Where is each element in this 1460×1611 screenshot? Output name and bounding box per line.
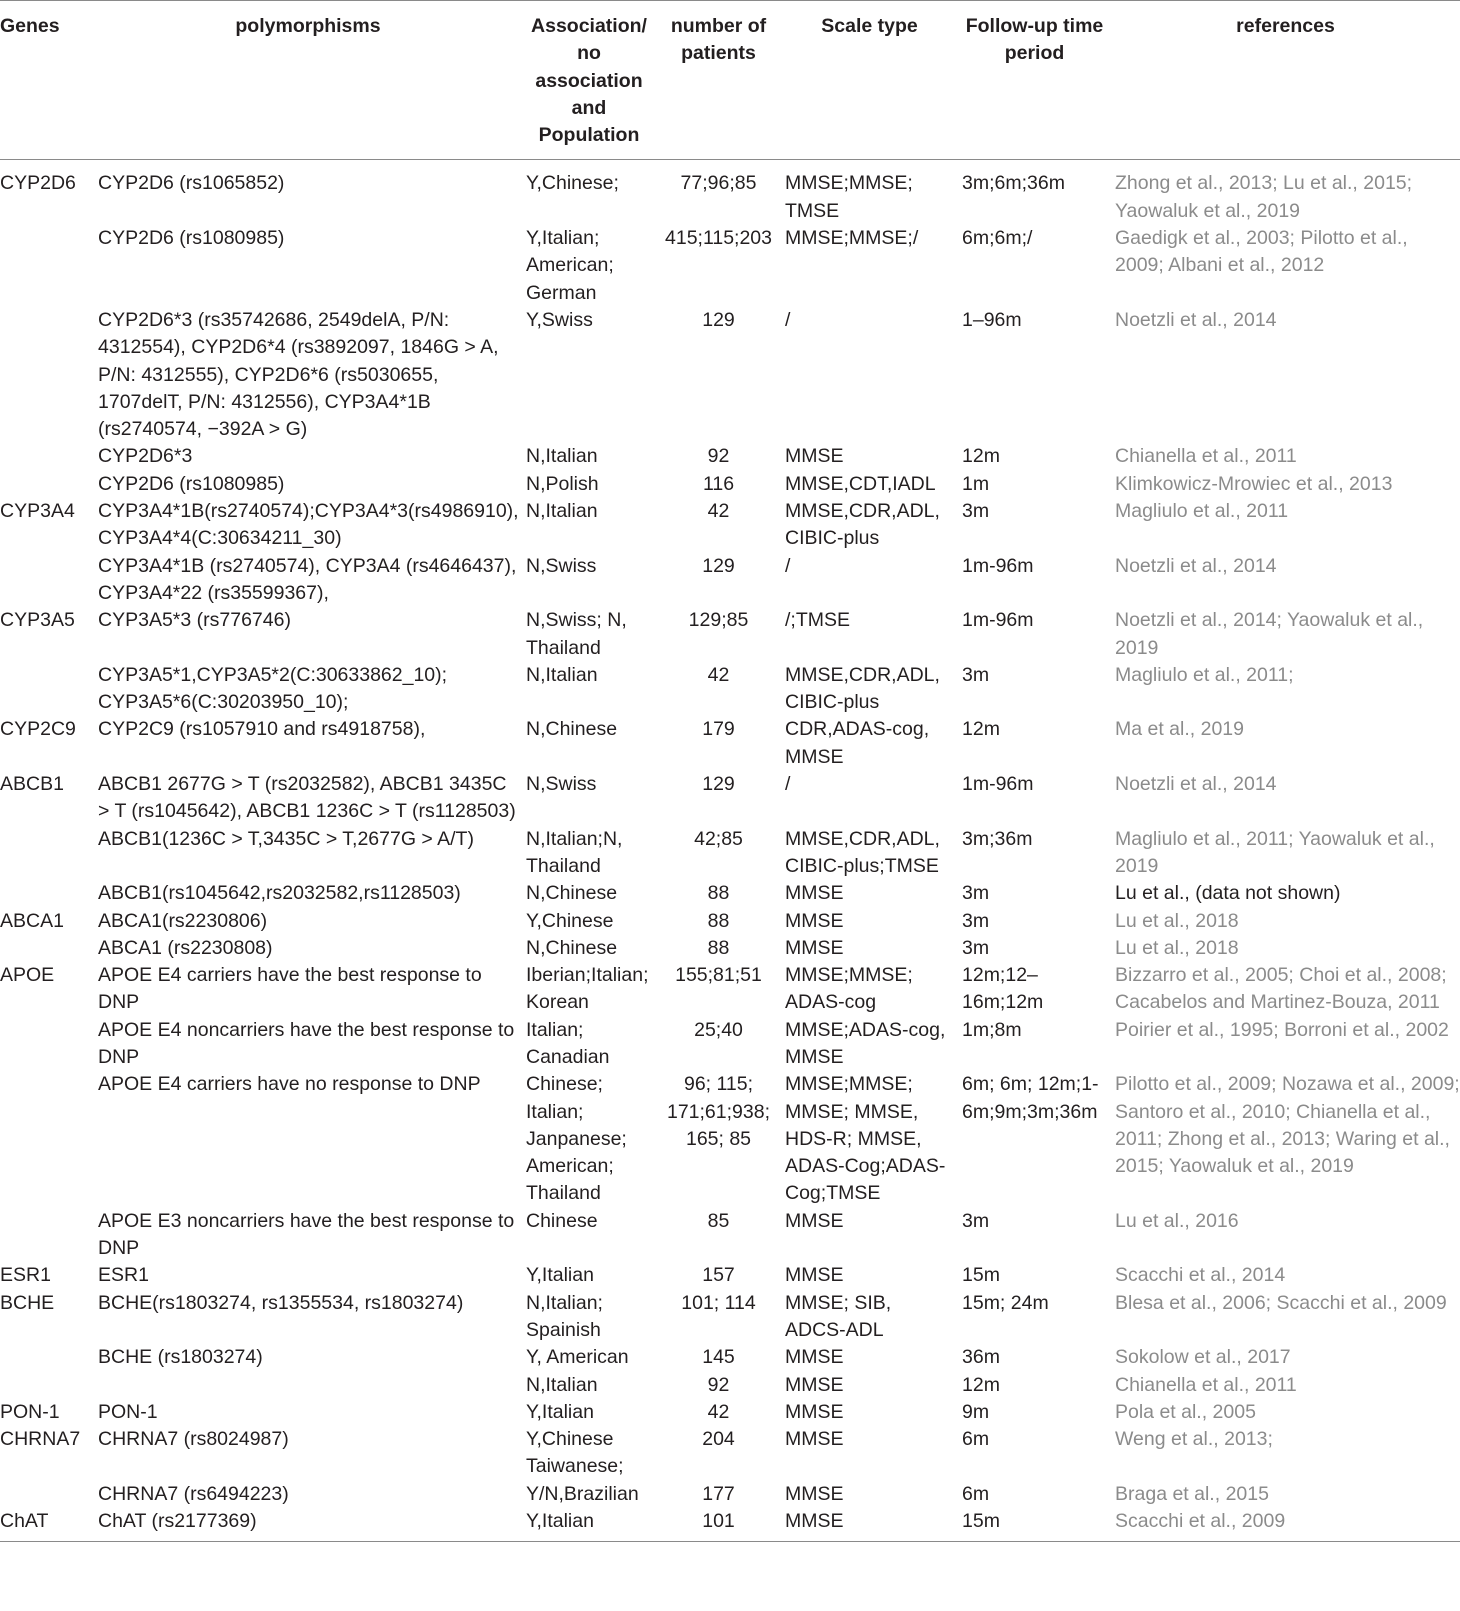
table-row: [0, 1508, 1460, 1542]
cell-follow-up: 12m: [962, 718, 1000, 741]
table-row: [0, 908, 1460, 935]
cell-polymorphism: CYP3A5*1,CYP3A5*2(C:30633862_10); CYP3A5*6(C:30203950_10);: [98, 663, 448, 714]
cell-follow-up: 1m;8m: [962, 1018, 1022, 1041]
cell-follow-up: 12m: [962, 445, 1000, 468]
cell-gene: ESR1: [0, 1264, 51, 1287]
cell-scale-type: /: [785, 554, 791, 577]
cell-polymorphism: CHRNA7 (rs8024987): [98, 1428, 289, 1451]
cell-scale-type: MMSE; SIB, ADCS-ADL: [785, 1291, 892, 1341]
cell-reference: Scacchi et al., 2014: [1115, 1264, 1286, 1287]
cell-association: Y, American: [526, 1346, 629, 1369]
cell-scale-type: MMSE;MMSE; ADAS-cog: [785, 964, 913, 1014]
cell-patients: 42;85: [694, 827, 743, 850]
cell-reference: Pola et al., 2005: [1115, 1400, 1256, 1423]
cell-follow-up: 1–96m: [962, 308, 1022, 331]
cell-patients: 85: [707, 1209, 730, 1232]
cell-association: Y,Italian: [526, 1264, 594, 1287]
cell-follow-up: 6m; 6m; 12m;1-6m;9m;3m;36m: [962, 1073, 1099, 1123]
cell-patients: 88: [707, 936, 730, 959]
cell-reference: Pilotto et al., 2009; Nozawa et al., 2009; Santoro et al., 2010; Chianella et al., 2011; Zhong et al., 2013; Waring et al., 2015; Yaowaluk et al., 2019: [1115, 1073, 1460, 1178]
cell-patients: 101: [656, 1508, 781, 1542]
cell-polymorphism: ABCA1(rs2230806): [98, 909, 268, 932]
table-row: [0, 1208, 1460, 1263]
cell-follow-up: 3m;6m;36m: [962, 172, 1065, 195]
cell-follow-up: 3m: [962, 936, 990, 959]
cell-scale-type: MMSE;MMSE;/: [785, 227, 919, 250]
cell-patients: 42: [707, 1400, 730, 1423]
cell-association: Y,Italian; American; German: [526, 227, 614, 304]
table-row: [0, 1290, 1460, 1345]
cell-gene: [0, 1344, 94, 1371]
cell-follow-up: 3m;36m: [962, 827, 1033, 850]
cell-patients: 179: [702, 718, 735, 741]
cell-reference: Poirier et al., 1995; Borroni et al., 2002: [1115, 1018, 1449, 1041]
cell-patients: 145: [702, 1346, 735, 1369]
cell-reference: Lu et al., 2016: [1115, 1209, 1239, 1232]
cell-follow-up: 1m-96m: [962, 773, 1034, 796]
table-row: [0, 1426, 1460, 1481]
cell-reference: Lu et al., (data not shown): [1115, 882, 1341, 905]
cell-gene: [0, 1071, 94, 1207]
cell-gene: [0, 1481, 94, 1508]
cell-association: Y,Chinese Taiwanese;: [526, 1428, 624, 1478]
cell-follow-up: 3m: [962, 909, 990, 932]
cell-scale-type: MMSE: [785, 882, 844, 905]
cell-gene: [0, 1208, 94, 1263]
cell-follow-up: 1m-96m: [962, 554, 1034, 577]
cell-gene: CHRNA7: [0, 1428, 81, 1451]
cell-scale-type: /;TMSE: [785, 609, 851, 632]
cell-follow-up: 3m: [962, 500, 990, 523]
cell-scale-type: MMSE: [785, 1482, 844, 1505]
cell-patients: 96; 115; 171;61;938; 165; 85: [666, 1073, 770, 1150]
cell-association: N,Swiss; N, Thailand: [526, 609, 627, 659]
cell-association: Y,Chinese: [526, 909, 614, 932]
cell-association: N,Chinese: [526, 882, 618, 905]
cell-polymorphism: ESR1: [98, 1264, 149, 1287]
cell-gene: CYP2C9: [0, 718, 76, 741]
cell-follow-up: 6m: [962, 1428, 990, 1451]
table-row: [0, 160, 1460, 225]
table-row: [0, 880, 1460, 907]
cell-reference: Klimkowicz-Mrowiec et al., 2013: [1115, 472, 1393, 495]
table-row: [0, 1399, 1460, 1426]
cell-patients: 88: [707, 909, 730, 932]
cell-polymorphism: APOE E4 noncarriers have the best response to DNP: [98, 1018, 515, 1068]
cell-patients: 415;115;203: [665, 227, 772, 250]
cell-polymorphism: CYP2D6*3 (rs35742686, 2549delA, P/N: 4312554), CYP2D6*4 (rs3892097, 1846G > A, P/N: 4312555), CYP2D6*6 (rs5030655, 1707delT, P/N: 4312556), CYP3A4*1B (rs2740574, −392A > G): [98, 308, 499, 441]
table-row: [0, 962, 1460, 1017]
cell-reference: Zhong et al., 2013; Lu et al., 2015; Yaowaluk et al., 2019: [1115, 172, 1413, 222]
cell-patients: 129: [702, 773, 735, 796]
cell-scale-type: MMSE: [785, 1209, 844, 1232]
cell-association: N,Chinese: [526, 718, 618, 741]
cell-polymorphism: ABCB1(rs1045642,rs2032582,rs1128503): [98, 882, 461, 905]
cell-association: N,Italian;N, Thailand: [526, 827, 623, 877]
cell-polymorphism: ChAT (rs2177369): [94, 1508, 522, 1542]
cell-polymorphism: APOE E3 noncarriers have the best response to DNP: [98, 1209, 515, 1260]
cell-reference: Ma et al., 2019: [1115, 718, 1244, 741]
table-row: [0, 553, 1460, 608]
cell-association: N,Swiss: [526, 773, 597, 796]
cell-association: N,Chinese: [526, 936, 618, 959]
cell-polymorphism: ABCB1 2677G > T (rs2032582), ABCB1 3435C > T (rs1045642), ABCB1 1236C > T (rs1128503): [98, 773, 516, 823]
cell-association: Y/N,Brazilian: [526, 1482, 639, 1505]
cell-association: Chinese; Italian; Janpanese; American; Thailand: [526, 1073, 627, 1205]
cell-follow-up: 15m; 24m: [962, 1291, 1049, 1314]
cell-patients: 42: [707, 663, 730, 686]
cell-scale-type: MMSE: [785, 445, 844, 468]
cell-gene: [0, 225, 94, 307]
cell-gene: [0, 826, 94, 881]
cell-polymorphism: BCHE(rs1803274, rs1355534, rs1803274): [98, 1291, 464, 1314]
cell-scale-type: MMSE;MMSE; TMSE: [785, 172, 913, 222]
cell-patients: 88: [707, 882, 730, 905]
cell-polymorphism: ABCA1 (rs2230808): [98, 936, 273, 959]
cell-polymorphism: CYP3A5*3 (rs776746): [98, 609, 291, 632]
cell-association: Y,Italian: [522, 1508, 656, 1542]
cell-reference: Noetzli et al., 2014: [1115, 773, 1277, 796]
cell-patients: 77;96;85: [680, 172, 757, 195]
cell-reference: Noetzli et al., 2014: [1115, 308, 1277, 331]
cell-polymorphism: PON-1: [98, 1400, 158, 1423]
header-row: [0, 1, 1460, 160]
table-row: [0, 826, 1460, 881]
cell-follow-up: 1m: [962, 472, 990, 495]
cell-scale-type: MMSE;MMSE; MMSE; MMSE, HDS-R; MMSE, ADAS-Cog;ADAS-Cog;TMSE: [785, 1073, 946, 1205]
cell-scale-type: MMSE,CDR,ADL, CIBIC-plus: [785, 500, 940, 550]
cell-patients: 157: [702, 1264, 735, 1287]
cell-reference: Gaedigk et al., 2003; Pilotto et al., 2009; Albani et al., 2012: [1115, 227, 1408, 277]
cell-association: N,Swiss: [526, 554, 597, 577]
cell-scale-type: MMSE: [785, 1373, 844, 1396]
cell-scale-type: /: [785, 773, 791, 796]
cell-scale-type: MMSE: [785, 1264, 844, 1287]
cell-patients: 129: [702, 554, 735, 577]
cell-polymorphism: [94, 1372, 522, 1399]
cell-patients: 92: [707, 445, 730, 468]
cell-polymorphism: CYP2D6 (rs1065852): [98, 172, 285, 195]
cell-polymorphism: CYP2D6 (rs1080985): [98, 472, 285, 495]
cell-scale-type: MMSE: [781, 1508, 958, 1542]
cell-reference: Chianella et al., 2011: [1115, 1373, 1297, 1396]
header-polymorphisms: polymorphisms: [94, 1, 522, 160]
cell-gene: PON-1: [0, 1400, 60, 1423]
table-header: [0, 1, 1460, 160]
table-row: [0, 225, 1460, 307]
cell-patients: 155;81;51: [675, 964, 762, 987]
cell-follow-up: 12m: [962, 1373, 1000, 1396]
cell-association: Iberian;Italian; Korean: [526, 964, 649, 1014]
cell-gene: [0, 662, 94, 717]
table-row: [0, 716, 1460, 771]
cell-scale-type: MMSE: [785, 1346, 844, 1369]
cell-gene: APOE: [0, 964, 55, 987]
cell-gene: ABCA1: [0, 909, 64, 932]
cell-association: N,Polish: [526, 472, 599, 495]
cell-patients: 25;40: [694, 1018, 743, 1041]
table-row: [0, 1481, 1460, 1508]
cell-follow-up: 1m-96m: [962, 609, 1034, 632]
cell-reference: Magliulo et al., 2011; Yaowaluk et al., 2019: [1115, 827, 1435, 877]
cell-polymorphism: CYP2D6*3: [98, 445, 193, 468]
cell-scale-type: MMSE,CDT,IADL: [785, 472, 936, 495]
cell-polymorphism: CYP2C9 (rs1057910 and rs4918758),: [98, 718, 426, 741]
table-body: [0, 160, 1460, 1542]
table-row: [0, 1017, 1460, 1072]
table-row: [0, 1071, 1460, 1207]
cell-gene: [0, 1017, 94, 1072]
cell-polymorphism: CYP3A4*1B(rs2740574);CYP3A4*3(rs4986910), CYP3A4*4(C:30634211_30): [98, 500, 519, 550]
cell-patients: 129;85: [688, 609, 749, 632]
cell-scale-type: MMSE: [785, 1428, 844, 1451]
cell-association: N,Italian: [526, 500, 598, 523]
cell-patients: 177: [702, 1482, 735, 1505]
cell-reference: Noetzli et al., 2014: [1115, 554, 1277, 577]
cell-polymorphism: ABCB1(1236C > T,3435C > T,2677G > A/T): [98, 827, 474, 850]
table-row: [0, 1372, 1460, 1399]
cell-reference: Lu et al., 2018: [1115, 936, 1239, 959]
cell-scale-type: MMSE,CDR,ADL, CIBIC-plus: [785, 663, 940, 714]
header-scale-type: Scale type: [781, 1, 958, 160]
cell-reference: Bizzarro et al., 2005; Choi et al., 2008; Cacabelos and Martinez-Bouza, 2011: [1115, 964, 1447, 1014]
header-genes: Genes: [0, 1, 94, 160]
table-row: [0, 607, 1460, 662]
cell-reference: Noetzli et al., 2014; Yaowaluk et al., 2019: [1115, 609, 1424, 659]
cell-gene: [0, 1372, 94, 1399]
cell-gene: CYP3A4: [0, 500, 75, 523]
cell-polymorphism: APOE E4 carriers have the best response to DNP: [98, 964, 482, 1014]
table-row: [0, 498, 1460, 553]
table-row: [0, 307, 1460, 443]
cell-scale-type: MMSE;ADAS-cog, MMSE: [785, 1018, 946, 1068]
cell-association: N,Italian: [526, 663, 598, 686]
cell-association: N,Italian: [526, 445, 598, 468]
cell-association: Chinese: [526, 1209, 598, 1232]
table-row: [0, 443, 1460, 470]
cell-scale-type: /: [785, 308, 791, 331]
cell-follow-up: 3m: [962, 882, 990, 905]
cell-polymorphism: CYP3A4*1B (rs2740574), CYP3A4 (rs4646437), CYP3A4*22 (rs35599367),: [98, 554, 517, 604]
header-patients: number of patients: [656, 1, 781, 160]
cell-reference: Chianella et al., 2011: [1115, 445, 1297, 468]
cell-reference: Weng et al., 2013;: [1115, 1428, 1273, 1451]
cell-reference: Lu et al., 2018: [1115, 909, 1239, 932]
cell-reference: Braga et al., 2015: [1115, 1482, 1269, 1505]
cell-scale-type: MMSE,CDR,ADL, CIBIC-plus;TMSE: [785, 827, 940, 877]
table-row: [0, 471, 1460, 498]
cell-follow-up: 15m: [958, 1508, 1111, 1542]
table-row: [0, 771, 1460, 826]
cell-reference: Magliulo et al., 2011;: [1115, 663, 1294, 686]
cell-follow-up: 3m: [962, 1209, 990, 1232]
table-row: [0, 1262, 1460, 1289]
cell-gene: BCHE: [0, 1291, 55, 1314]
header-references: references: [1111, 1, 1460, 160]
cell-gene: [0, 443, 94, 470]
cell-polymorphism: CHRNA7 (rs6494223): [98, 1482, 289, 1505]
cell-patients: 92: [707, 1373, 730, 1396]
cell-reference: Scacchi et al., 2009: [1111, 1508, 1460, 1542]
table-row: [0, 1344, 1460, 1371]
cell-follow-up: 15m: [962, 1264, 1000, 1287]
table-row: [0, 935, 1460, 962]
cell-follow-up: 3m: [962, 663, 990, 686]
header-association: Association/ no association and Population: [522, 1, 656, 160]
cell-reference: Blesa et al., 2006; Scacchi et al., 2009: [1115, 1291, 1447, 1314]
cell-scale-type: CDR,ADAS-cog, MMSE: [785, 718, 930, 768]
cell-association: N,Italian: [526, 1373, 598, 1396]
cell-scale-type: MMSE: [785, 936, 844, 959]
cell-gene: [0, 307, 94, 443]
cell-gene: [0, 880, 94, 907]
cell-scale-type: MMSE: [785, 1400, 844, 1423]
cell-gene: CYP2D6: [0, 172, 76, 195]
cell-reference: Magliulo et al., 2011: [1115, 500, 1289, 523]
cell-gene: [0, 471, 94, 498]
cell-polymorphism: CYP2D6 (rs1080985): [98, 227, 285, 250]
cell-follow-up: 12m;12–16m;12m: [962, 964, 1044, 1014]
cell-polymorphism: BCHE (rs1803274): [98, 1346, 263, 1369]
cell-scale-type: MMSE: [785, 909, 844, 932]
cell-patients: 42: [707, 500, 730, 523]
header-follow-up: Follow-up time period: [958, 1, 1111, 160]
cell-gene: [0, 553, 94, 608]
cell-polymorphism: APOE E4 carriers have no response to DNP: [98, 1073, 481, 1096]
cell-patients: 204: [702, 1428, 735, 1451]
cell-patients: 116: [702, 472, 735, 495]
cell-follow-up: 9m: [962, 1400, 990, 1423]
cell-patients: 129: [702, 308, 735, 331]
cell-follow-up: 6m;6m;/: [962, 227, 1033, 250]
cell-association: Italian; Canadian: [526, 1018, 610, 1068]
cell-association: Y,Italian: [526, 1400, 594, 1423]
cell-association: Y,Swiss: [526, 308, 593, 331]
cell-association: N,Italian; Spainish: [526, 1291, 603, 1341]
cell-reference: Sokolow et al., 2017: [1115, 1346, 1291, 1369]
cell-patients: 101; 114: [681, 1291, 756, 1314]
cell-association: Y,Chinese;: [526, 172, 619, 195]
cell-gene: [0, 935, 94, 962]
cell-follow-up: 36m: [962, 1346, 1000, 1369]
cell-gene: ABCB1: [0, 773, 64, 796]
cell-follow-up: 6m: [962, 1482, 990, 1505]
table-row: [0, 662, 1460, 717]
cell-gene: ChAT: [0, 1508, 94, 1542]
cell-gene: CYP3A5: [0, 609, 75, 632]
